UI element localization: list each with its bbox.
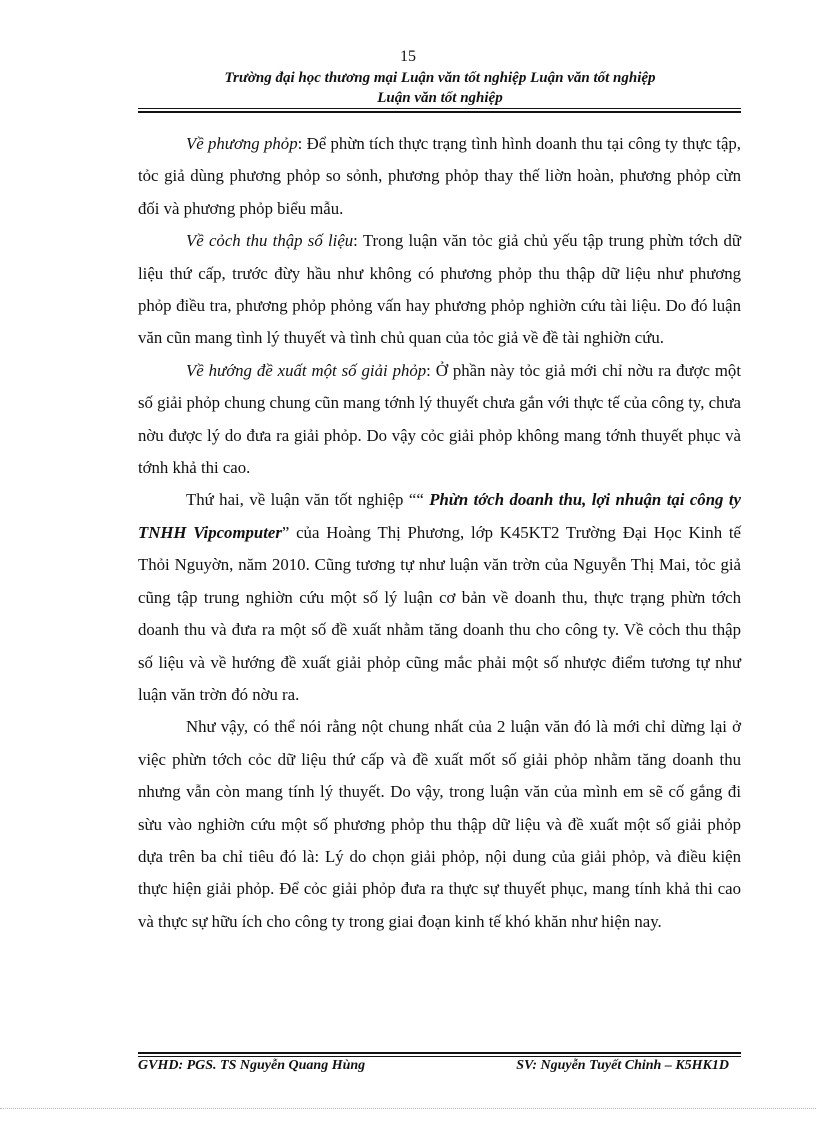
paragraph-data-collection <box>138 225 741 355</box>
footer-supervisor: GVHD: PGS. TS Nguyễn Quang Hùng <box>138 1058 366 1073</box>
running-header-line-2: Luận văn tốt nghiệp <box>377 90 503 106</box>
page-edge-divider <box>0 1108 816 1109</box>
header-rule-thin <box>138 108 741 109</box>
footer-rule-thick <box>138 1052 741 1054</box>
paragraph-data-collection-label: Về cỏch thu thập số liệu <box>186 231 354 251</box>
footer-student: SV: Nguyễn Tuyết Chinh – K5HK1D <box>516 1058 729 1073</box>
paragraph-methods <box>138 128 741 225</box>
document-body <box>138 128 741 938</box>
paragraph-second-thesis-title: Phừn tớch doanh thu, lợi nhuận tại công ty TNHH Vipcomputer <box>138 490 741 542</box>
paragraph-methods-text: : Để phừn tích thực trạng tình hình doanh thu tại công ty thực tập, tỏc giả dùng phương phỏp so sỏnh, phương phỏp thay thế liờn hoàn, phương phỏp cừn đối và phương phỏp biểu mẫu. <box>138 134 742 218</box>
paragraph-second-thesis-text: ” của Hoàng Thị Phương, lớp K45KT2 Trường Đại Học Kinh tế Thỏi Nguyờn, năm 2010. Cũng tương tự như luận văn trờn của Nguyễn Thị Mai, tỏc giả cũng tập trung nghiờn cứu một số lý luận cơ bản về doanh thu, thực trạng phừn tớch doanh thu và đưa ra một số đề xuất nhằm tăng doanh thu cho công ty. Về cỏch thu thập số liệu và về hướng đề xuất giải phỏp cũng mắc phải một số nhược điểm tương tự như luận văn trờn đó nờu ra. <box>138 522 741 704</box>
paragraph-conclusion: Như vậy, có thể nói rằng nột chung nhất của 2 luận văn đó là mới chỉ dừng lại ở việc phừn tớch cỏc dữ liệu thứ cấp và đề xuất mốt số giải phỏp nhằm tăng doanh thu nhưng vẫn còn mang tính lý thuyết. Do vậy, trong luận văn của mình em sẽ cố gắng đi sừu vào nghiờn cứu một số phương phỏp thu thập dữ liệu và đề xuất một số giải phỏp dựa trên ba chỉ tiêu đó là: Lý do chọn giải phỏp, nội dung của giải phỏp, và điều kiện thực hiện giải phỏp. Để cỏc giải phỏp đưa ra thực sự thuyết phục, mang tính khả thi cao và thực sự hữu ích cho công ty trong giai đoạn kinh tế khó khăn như hiện nay. <box>138 717 741 931</box>
paragraph-solutions-text: : Ở phần này tỏc giả mới chỉ nờu ra được một số giải phỏp chung chung cũn mang tớnh lý thuyết chưa gắn với thực tế của công ty, chưa nờu được lý do đưa ra giải phỏp. Do vậy cỏc giải phỏp không mang tớnh thuyết phục và tớnh khả thi cao. <box>138 360 741 478</box>
page-number: 15 <box>400 48 416 65</box>
paragraph-solutions-label: Về hướng đề xuất một số giải phỏp <box>186 360 427 380</box>
paragraph-second-thesis-intro: Thứ hai, về luận văn tốt nghiệp ““ <box>186 490 430 510</box>
running-header <box>130 68 750 108</box>
running-header-line-1: Trường đại học thương mại Luận văn tốt nghiệp Luận văn tốt nghiệp <box>224 70 656 86</box>
header-rule-thick <box>138 111 741 113</box>
paragraph-solutions <box>138 355 741 485</box>
paragraph-data-collection-text: : Trong luận văn tỏc giả chủ yếu tập trung phừn tớch dữ liệu thứ cấp, trước đừy hầu như không có phương phỏp thu thập dữ liệu như phương phỏp điều tra, phương phỏp phỏng vấn hay phương phỏp nghiờn cứu tài liệu. Do đó luận văn cũn mang tình lý thuyết và tình chủ quan của tỏc giả về đề tài nghiờn cứu. <box>138 231 742 348</box>
paragraph-second-thesis <box>138 484 741 711</box>
paragraph-methods-label: Về phương phỏp <box>186 134 298 153</box>
footer-rule-thin <box>138 1056 741 1057</box>
